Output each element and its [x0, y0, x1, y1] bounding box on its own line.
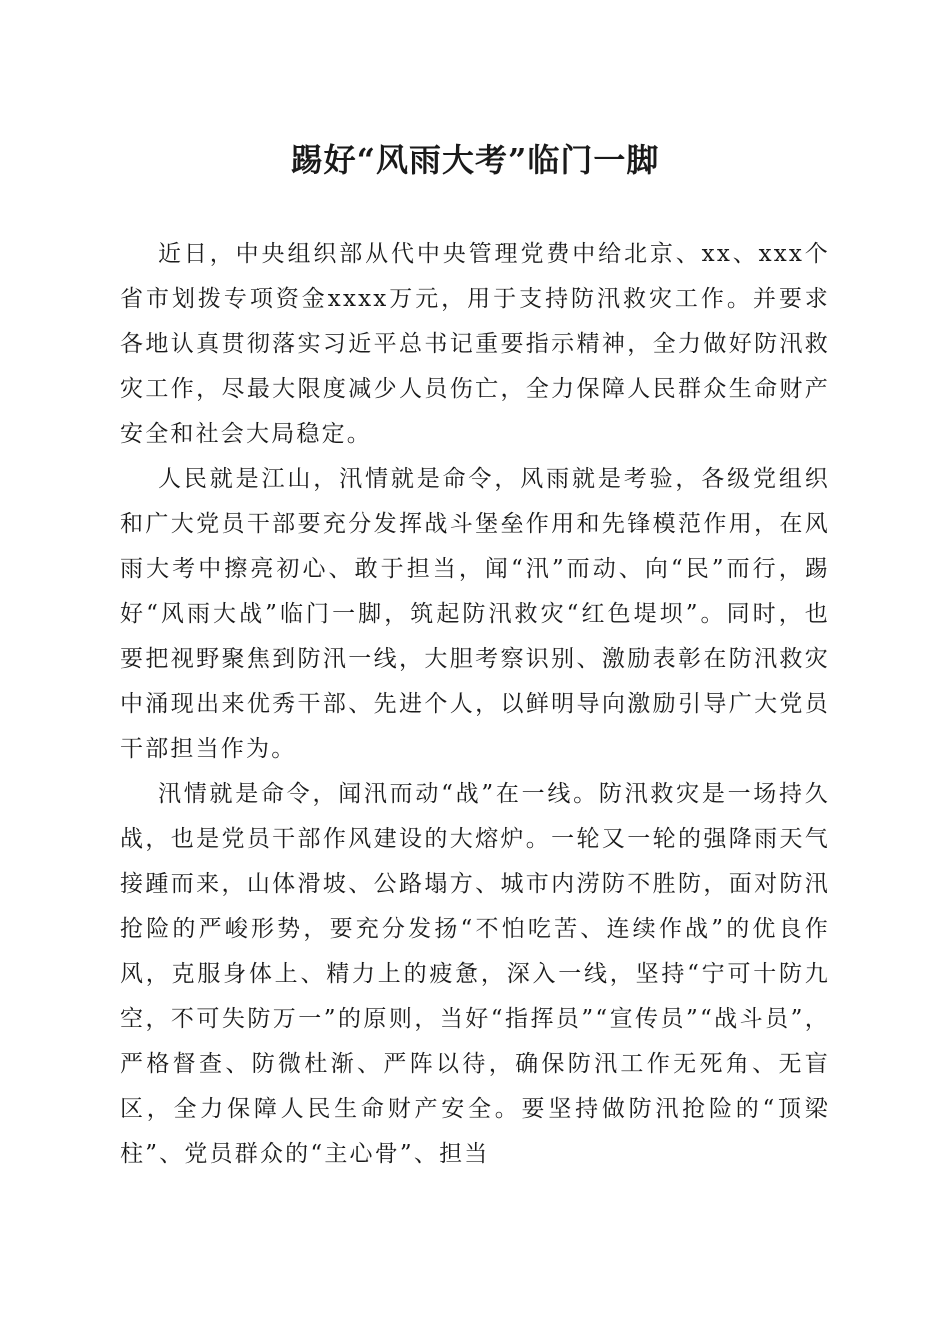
document-title: 踢好“风雨大考”临门一脚: [290, 141, 660, 179]
document-body: [120, 232, 830, 1177]
paragraph-2: 人民就是江山，汛情就是命令，风雨就是考验，各级党组织和广大党员干部要充分发挥战斗堡垒作用和先锋模范作用，在风雨大考中擦亮初心、敢于担当，闻“汛”而动、向“民”而行，踢好“风雨大战”临门一脚，筑起防汛救灾“红色堤坝”。同时，也要把视野聚焦到防汛一线，大胆考察识别、激励表彰在防汛救灾中涌现出来优秀干部、先进个人，以鲜明导向激励引导广大党员干部担当作为。: [120, 466, 830, 762]
paragraph-1: 近日，中央组织部从代中央管理党费中给北京、xx、xxx个省市划拨专项资金xxxx万元，用于支持防汛救灾工作。并要求各地认真贯彻落实习近平总书记重要指示精神，全力做好防汛救灾工作，尽最大限度减少人员伤亡，全力保障人民群众生命财产安全和社会大局稳定。: [120, 241, 830, 447]
paragraph-3: 汛情就是命令，闻汛而动“战”在一线。防汛救灾是一场持久战，也是党员干部作风建设的大熔炉。一轮又一轮的强降雨天气接踵而来，山体滑坡、公路塌方、城市内涝防不胜防，面对防汛抢险的严峻形势，要充分发扬“不怕吃苦、连续作战”的优良作风，克服身体上、精力上的疲惫，深入一线，坚持“宁可十防九空，不可失防万一”的原则，当好“指挥员”“宣传员”“战斗员”，严格督查、防微杜渐、严阵以待，确保防汛工作无死角、无盲区，全力保障人民生命财产安全。要坚持做防汛抢险的“顶梁柱”、党员群众的“主心骨”、担当: [120, 781, 830, 1167]
